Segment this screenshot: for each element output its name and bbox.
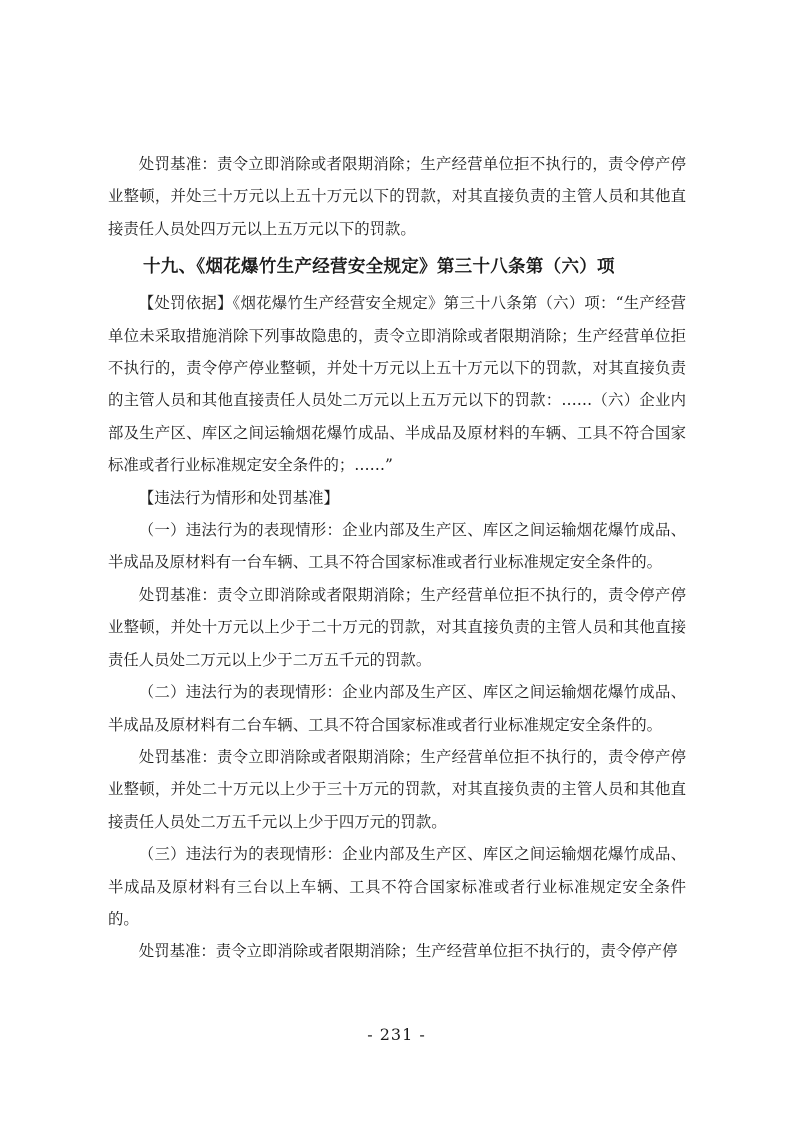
violation-case-1: （一）违法行为的表现情形：企业内部及生产区、库区之间运输烟花爆竹成品、半成品及原材料有一台车辆、工具不符合国家标准或者行业标准规定安全条件的。 (108, 521, 686, 572)
document-body (108, 148, 686, 968)
penalty-standard-case-1: 处罚基准：责令立即消除或者限期消除；生产经营单位拒不执行的，责令停产停业整顿，并处十万元以上少于二十万元的罚款，对其直接负责的主管人员和其他直接责任人员处二万元以上少于二万五千元的罚款。 (108, 585, 686, 669)
penalty-standard-paragraph: 处罚基准：责令立即消除或者限期消除；生产经营单位拒不执行的，责令停产停业整顿，并处三十万元以上五十万元以下的罚款，对其直接负责的主管人员和其他直接责任人员处四万元以上五万元以下的罚款。 (108, 155, 686, 238)
violation-scenarios-label: 【违法行为情形和处罚基准】 (138, 488, 339, 507)
violation-case-3: （三）违法行为的表现情形：企业内部及生产区、库区之间运输烟花爆竹成品、半成品及原材料有三台以上车辆、工具不符合国家标准或者行业标准规定安全条件的。 (108, 845, 686, 928)
penalty-basis-paragraph: 【处罚依据】《烟花爆竹生产经营安全规定》第三十八条第（六）项：“生产经营单位未采取措施消除下列事故隐患的，责令立即消除或者限期消除；生产经营单位拒不执行的，责令停产停业整顿，并处十万元以上五十万元以下的罚款，对其直接负责的主管人员和其他直接责任人员处二万元以上五万元以下的罚款：……（六）企业内部及生产区、库区之间运输烟花爆竹成品、半成品及原材料的车辆、工具不符合国家标准或者行业标准规定安全条件的；……” (108, 294, 686, 475)
penalty-standard-case-3: 处罚基准：责令立即消除或者限期消除；生产经营单位拒不执行的，责令停产停 (138, 942, 678, 961)
page-number: - 231 - (367, 1025, 426, 1044)
section-heading: 十九、《烟花爆竹生产经营安全规定》第三十八条第（六）项 (143, 257, 615, 278)
penalty-standard-case-2: 处罚基准：责令立即消除或者限期消除；生产经营单位拒不执行的，责令停产停业整顿，并处二十万元以上少于三十万元的罚款，对其直接负责的主管人员和其他直接责任人员处二万五千元以上少于四万元的罚款。 (108, 747, 686, 831)
violation-case-2: （二）违法行为的表现情形：企业内部及生产区、库区之间运输烟花爆竹成品、半成品及原材料有二台车辆、工具不符合国家标准或者行业标准规定安全条件的。 (108, 683, 686, 734)
